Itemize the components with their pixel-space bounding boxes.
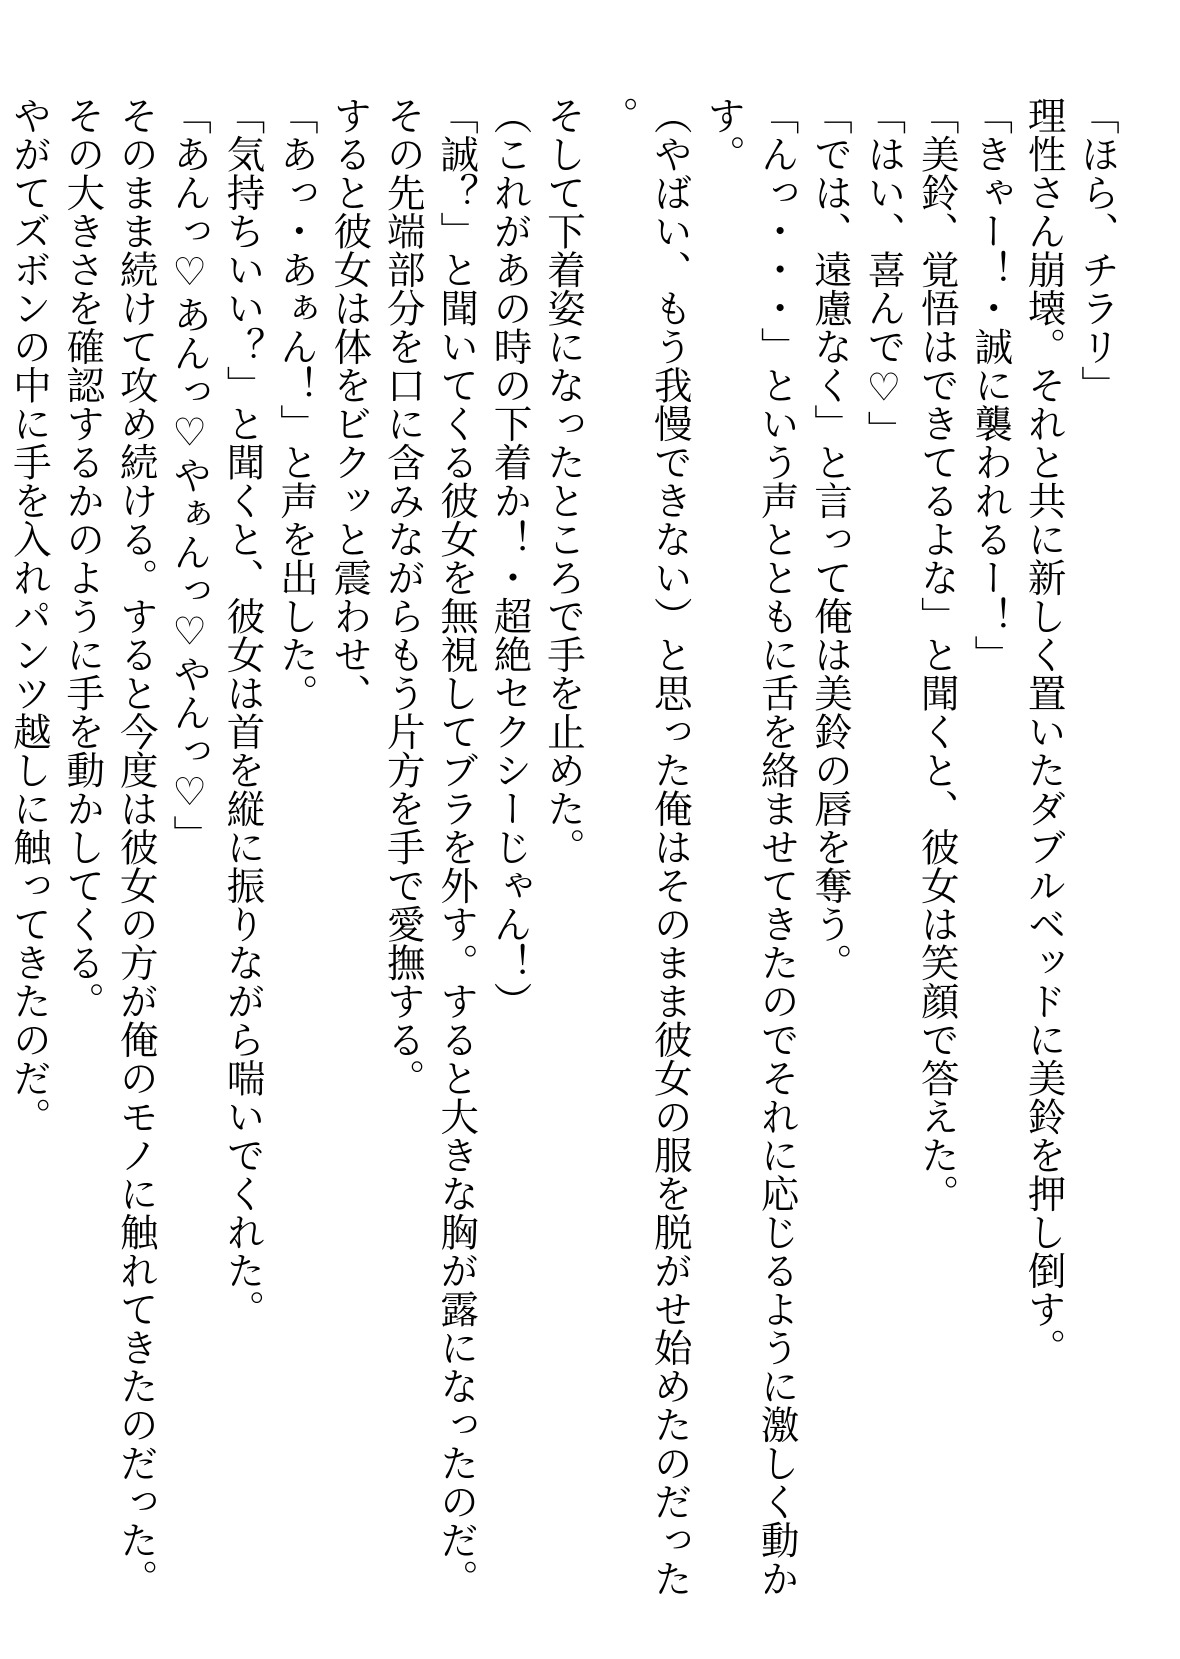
text-line: 「あっ・あぁん！」と声を出した。 — [273, 96, 319, 712]
text-line: やがてズボンの中に手を入れパンツ越しに触ってきたのだ。 — [6, 96, 52, 1136]
text-line: （やばい、もう我慢できない）と思った俺はそのまま彼女の服を脱がせ始めたのだった。 — [594, 96, 693, 1598]
text-line: 「誠？」と聞いてくる彼女を無視してブラを外す。すると大きな胸が露になったのだ。 — [434, 96, 480, 1598]
text-line: 「んっ・・・」という声とともに舌を絡ませてきたのでそれに応じるように激しく動かす。 — [701, 96, 800, 1598]
text-line: 「気持ちいい？」と聞くと、彼女は首を縦に振りながら喘いでくれた。 — [220, 96, 266, 1328]
text-line: 理性さん崩壊。それと共に新しく置いたダブルベッドに美鈴を押し倒す。 — [1021, 96, 1067, 1367]
text-line: 「きゃー！・誠に襲われるー！」 — [968, 96, 1014, 674]
text-line: 「あんっ♡あんっ♡やぁんっ♡やんっ♡」 — [167, 96, 213, 854]
text-line: 「ほら、チラリ」 — [1075, 96, 1120, 404]
text-line: その先端部分を口に含みながらもう片方を手で愛撫する。 — [380, 96, 426, 1097]
text-line: その大きさを確認するかのように手を動かしてくる。 — [60, 96, 106, 1020]
text-line: 「はい、喜んで♡」 — [861, 96, 907, 449]
vertical-text-body — [0, 96, 1124, 1606]
text-line: （これがあの時の下着か！・超絶セクシーじゃん！） — [487, 96, 533, 1020]
text-line: すると彼女は体をビクッと震わせ、 — [327, 96, 373, 712]
text-line: そのまま続けて攻め続ける。すると今度は彼女の方が俺のモノに触れてきたのだった。 — [113, 96, 159, 1598]
text-line — [0, 96, 2, 1606]
text-line: そして下着姿になったところで手を止めた。 — [540, 96, 586, 866]
text-line: 「美鈴、覚悟はできてるよな」と聞くと、彼女は笑顔で答えた。 — [914, 96, 960, 1213]
text-line: 「では、遠慮なく」と言って俺は美鈴の唇を奪う。 — [807, 96, 853, 982]
